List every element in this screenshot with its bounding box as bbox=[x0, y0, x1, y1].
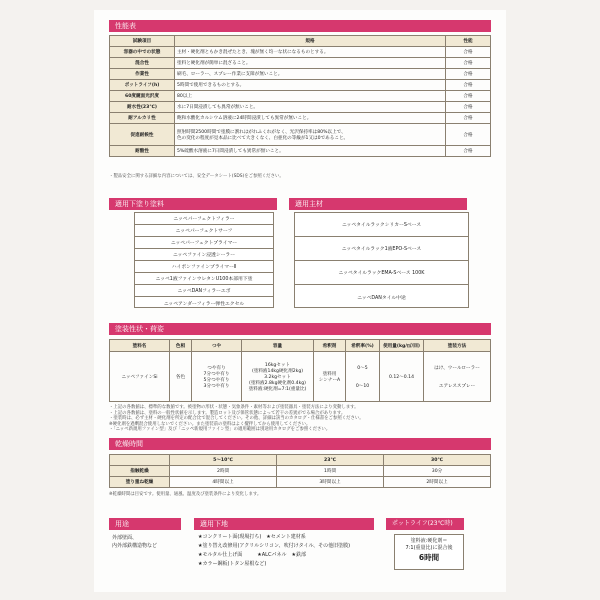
usage-line: 内外部鉄構造物など bbox=[112, 543, 158, 549]
ratio-cell bbox=[346, 352, 380, 402]
gloss-line: 7分つや有り bbox=[203, 371, 230, 377]
result-cell: 合格 bbox=[446, 80, 491, 91]
drying-note: ※乾燥時間は目安です。使用量、通風、温度及び塗装条件により変化します。 bbox=[109, 492, 262, 497]
header-thinner: 希釈剤 bbox=[314, 340, 346, 352]
note-line: ・上記の各数値は、塗料の一般性状値を示します。製造ロット及び保管状態によって若干の差異がでる場合があります。 bbox=[109, 410, 346, 416]
potlife-box bbox=[394, 534, 464, 570]
result-cell: 合格 bbox=[446, 102, 491, 113]
list-item: ニッペファイン浸透シーラー bbox=[135, 249, 273, 261]
result-cell: 合格 bbox=[446, 146, 491, 157]
item-cell: 耐水性(23℃) bbox=[110, 102, 175, 113]
list-item: ニッペDANフィラーエポ bbox=[135, 285, 273, 297]
spec-cell: 塗料と硬化剤が簡単に混ざること。 bbox=[175, 58, 446, 69]
color-cell: 各色 bbox=[170, 352, 192, 402]
capacity-line: 塗料液:硬化剤=7:1(重量比) bbox=[248, 386, 307, 392]
substrate-line: ★塗り替え改修用(アクリルシリコン、吹付けタイル、その他旧塗膜) bbox=[198, 543, 351, 549]
method-cell bbox=[424, 352, 491, 402]
header-temp-high: 30℃ bbox=[384, 455, 491, 466]
paint-name-cell: ニッペファインSi bbox=[110, 352, 170, 402]
gloss-cell bbox=[192, 352, 242, 402]
gloss-line: 5分つや有り bbox=[203, 377, 230, 383]
undercoat-list bbox=[134, 212, 274, 308]
usage-cell: 0.12～0.14 bbox=[380, 352, 424, 402]
list-item: ニッペアンダーフィラー弾性エクセル bbox=[163, 301, 245, 307]
substrate-line: ★コンクリート面(現場打ち) ★セメント建材系 bbox=[198, 534, 306, 540]
substrate-line: ★モルタル仕上げ面 ★ALCパネル ★鉄部 bbox=[198, 552, 306, 558]
spec-notes bbox=[109, 405, 364, 433]
list-item: ニッペパーフェクトサーフ bbox=[135, 225, 273, 237]
ratio-line: 0～10 bbox=[355, 383, 370, 389]
list-item: ニッペタイルラック1液EPO-Sベース bbox=[295, 237, 468, 261]
thinner-line: シンナーA bbox=[318, 377, 341, 383]
header-blank bbox=[110, 455, 170, 466]
drying-table bbox=[109, 454, 491, 488]
note-line: ※硬化剤を過剰混合使用しないでください。また塗装前の塗料はよく攪拌してから使用してください。 bbox=[109, 421, 311, 427]
result-cell: 合格 bbox=[446, 113, 491, 124]
spec-table bbox=[109, 339, 491, 402]
drying-value: 2時間 bbox=[170, 466, 277, 477]
potlife-line: 塗料液:硬化剤＝ bbox=[410, 538, 448, 544]
gloss-line: 3分つや有り bbox=[203, 383, 230, 389]
potlife-value: 6時間 bbox=[418, 553, 440, 562]
capacity-line: 16kgセット bbox=[264, 362, 291, 368]
substrate-line: ★カラー鋼板(トタン屋根など) bbox=[198, 561, 267, 567]
usage-header: 用途 bbox=[109, 518, 181, 530]
list-item: ニッペタイルラックシリカーSベース bbox=[295, 213, 468, 237]
document-sheet bbox=[94, 10, 506, 592]
performance-note: ・製品安全に関する詳細な内容については、安全データシート(SDS)をご参照ください。 bbox=[109, 174, 284, 179]
item-cell: 容器の中での状態 bbox=[110, 47, 175, 58]
spec-cell bbox=[175, 124, 446, 146]
list-item: ハイポンファインプライマーⅡ bbox=[135, 261, 273, 273]
header-temp-low: 5～10℃ bbox=[170, 455, 277, 466]
usage-line: 外部壁面、 bbox=[112, 535, 138, 541]
drying-value: 2時間以上 bbox=[384, 477, 491, 488]
drying-row-label: 指触乾燥 bbox=[110, 466, 170, 477]
capacity-line: (塗料液2.8kg硬化剤0.4kg) bbox=[249, 380, 306, 386]
drying-value: 30分 bbox=[384, 466, 491, 477]
result-cell: 合格 bbox=[446, 91, 491, 102]
item-cell: ポットライフ(h) bbox=[110, 80, 175, 91]
thinner-line: 塗料用 bbox=[322, 371, 337, 377]
header-color: 色相 bbox=[170, 340, 192, 352]
drying-row-label: 塗り重ね乾燥 bbox=[110, 477, 170, 488]
item-cell: 促進耐候性 bbox=[110, 124, 175, 146]
spec-cell: 80以上 bbox=[175, 91, 446, 102]
header-temp-mid: 23℃ bbox=[277, 455, 384, 466]
spec-cell: 5%硫酸水溶液に7日間浸漬しても異常が無いこと。 bbox=[175, 146, 446, 157]
header-result: 性能 bbox=[446, 36, 491, 47]
note-line: ・上記の各数値は、標準的な数値です。被塗物の形状・状態・気象条件・素材等および塗装器具・塗装方法により変動します。 bbox=[109, 405, 359, 410]
header-method: 塗装方法 bbox=[424, 340, 491, 352]
undercoat-header: 適用下塗り塗料 bbox=[109, 198, 277, 210]
potlife-line: 7:1(重量比)に混合後 bbox=[405, 545, 453, 551]
ratio-line: 0～5 bbox=[357, 365, 368, 371]
drying-value: 3時間以上 bbox=[277, 477, 384, 488]
method-line: はけ、ウールローラー bbox=[434, 365, 480, 371]
item-cell: 60度鏡面光沢度 bbox=[110, 91, 175, 102]
note-line: ・塗装時は、必ず主材・硬化剤を所定の配合比で混合してください。その他、詳細は該当のカタログ・仕様書をご参照ください。 bbox=[109, 416, 364, 422]
thinner-cell bbox=[314, 352, 346, 402]
method-line: エアレススプレー bbox=[438, 383, 476, 389]
spec-cell: 刷毛、ローラー、スプレー作業に支障が無いこと。 bbox=[175, 69, 446, 80]
list-item: ニッペ1液ファインウレタンU100本部用下塗 bbox=[135, 273, 273, 285]
item-cell: 耐アルカリ性 bbox=[110, 113, 175, 124]
result-cell: 合格 bbox=[446, 47, 491, 58]
header-test-item: 試験項目 bbox=[110, 36, 175, 47]
usage-text bbox=[112, 534, 157, 550]
result-cell: 合格 bbox=[446, 124, 491, 146]
spec-cell: 主材・硬化剤ともかき混ぜたとき、塊が無く均一な状になるものとする。 bbox=[175, 47, 446, 58]
potlife-header: ポットライフ(23℃時) bbox=[386, 518, 464, 530]
gloss-line: つや有り bbox=[207, 365, 226, 371]
header-gloss: つや bbox=[192, 340, 242, 352]
drying-value: 1時間 bbox=[277, 466, 384, 477]
performance-header: 性能表 bbox=[109, 20, 491, 32]
header-capacity: 容量 bbox=[242, 340, 314, 352]
spec-cell: 水に7日間浸漬しても異常が無いこと。 bbox=[175, 102, 446, 113]
note-line: ・「ニッペ新規用ファイン型」及び「ニッペ新規用ファイン型」の適用範囲は別途用カタログをご参照ください。 bbox=[109, 427, 331, 433]
item-cell: 耐酸性 bbox=[110, 146, 175, 157]
capacity-line: 3.2kgセット bbox=[264, 374, 291, 380]
main-material-header: 適用主材 bbox=[289, 198, 467, 210]
list-item: ニッペパーフェクトフィラー bbox=[135, 213, 273, 225]
item-cell: 混合性 bbox=[110, 58, 175, 69]
capacity-line: (塗料液14kg硬化剤2kg) bbox=[251, 368, 304, 374]
result-cell: 合格 bbox=[446, 58, 491, 69]
performance-table bbox=[109, 35, 491, 157]
spec-line: 照射時間2500時間で塗膜に割れはがれふくれがなく、光沢保持率は80%以上で、 bbox=[177, 129, 346, 135]
list-item: ニッペDANタイル中途 bbox=[357, 295, 406, 301]
drying-header: 乾燥時間 bbox=[109, 438, 491, 450]
capacity-cell bbox=[242, 352, 314, 402]
header-paint-name: 塗料名 bbox=[110, 340, 170, 352]
header-ratio: 希釈率(%) bbox=[346, 340, 380, 352]
spec-header: 塗装性状・荷姿 bbox=[109, 323, 491, 335]
main-material-list bbox=[294, 212, 469, 308]
spec-cell: 5時間で使用できるものとする。 bbox=[175, 80, 446, 91]
list-item: ニッペパーフェクトプライマー bbox=[135, 237, 273, 249]
header-spec: 規格 bbox=[175, 36, 446, 47]
substrate-list bbox=[198, 533, 350, 569]
spec-cell: 飽和水酸化カルシウム溶液に24時間浸漬しても異常が無いこと。 bbox=[175, 113, 446, 124]
list-item: ニッペタイルラックEMA-Sベース 100K bbox=[295, 261, 468, 285]
result-cell: 合格 bbox=[446, 69, 491, 80]
spec-line: 色の変化の程度が見本品に比べて大きくなく、白亜化の等級が1又は0であること。 bbox=[177, 135, 349, 141]
substrate-header: 適用下地 bbox=[194, 518, 374, 530]
item-cell: 作業性 bbox=[110, 69, 175, 80]
drying-value: 4時間以上 bbox=[170, 477, 277, 488]
header-usage: 使用量(kg/㎡/回) bbox=[380, 340, 424, 352]
